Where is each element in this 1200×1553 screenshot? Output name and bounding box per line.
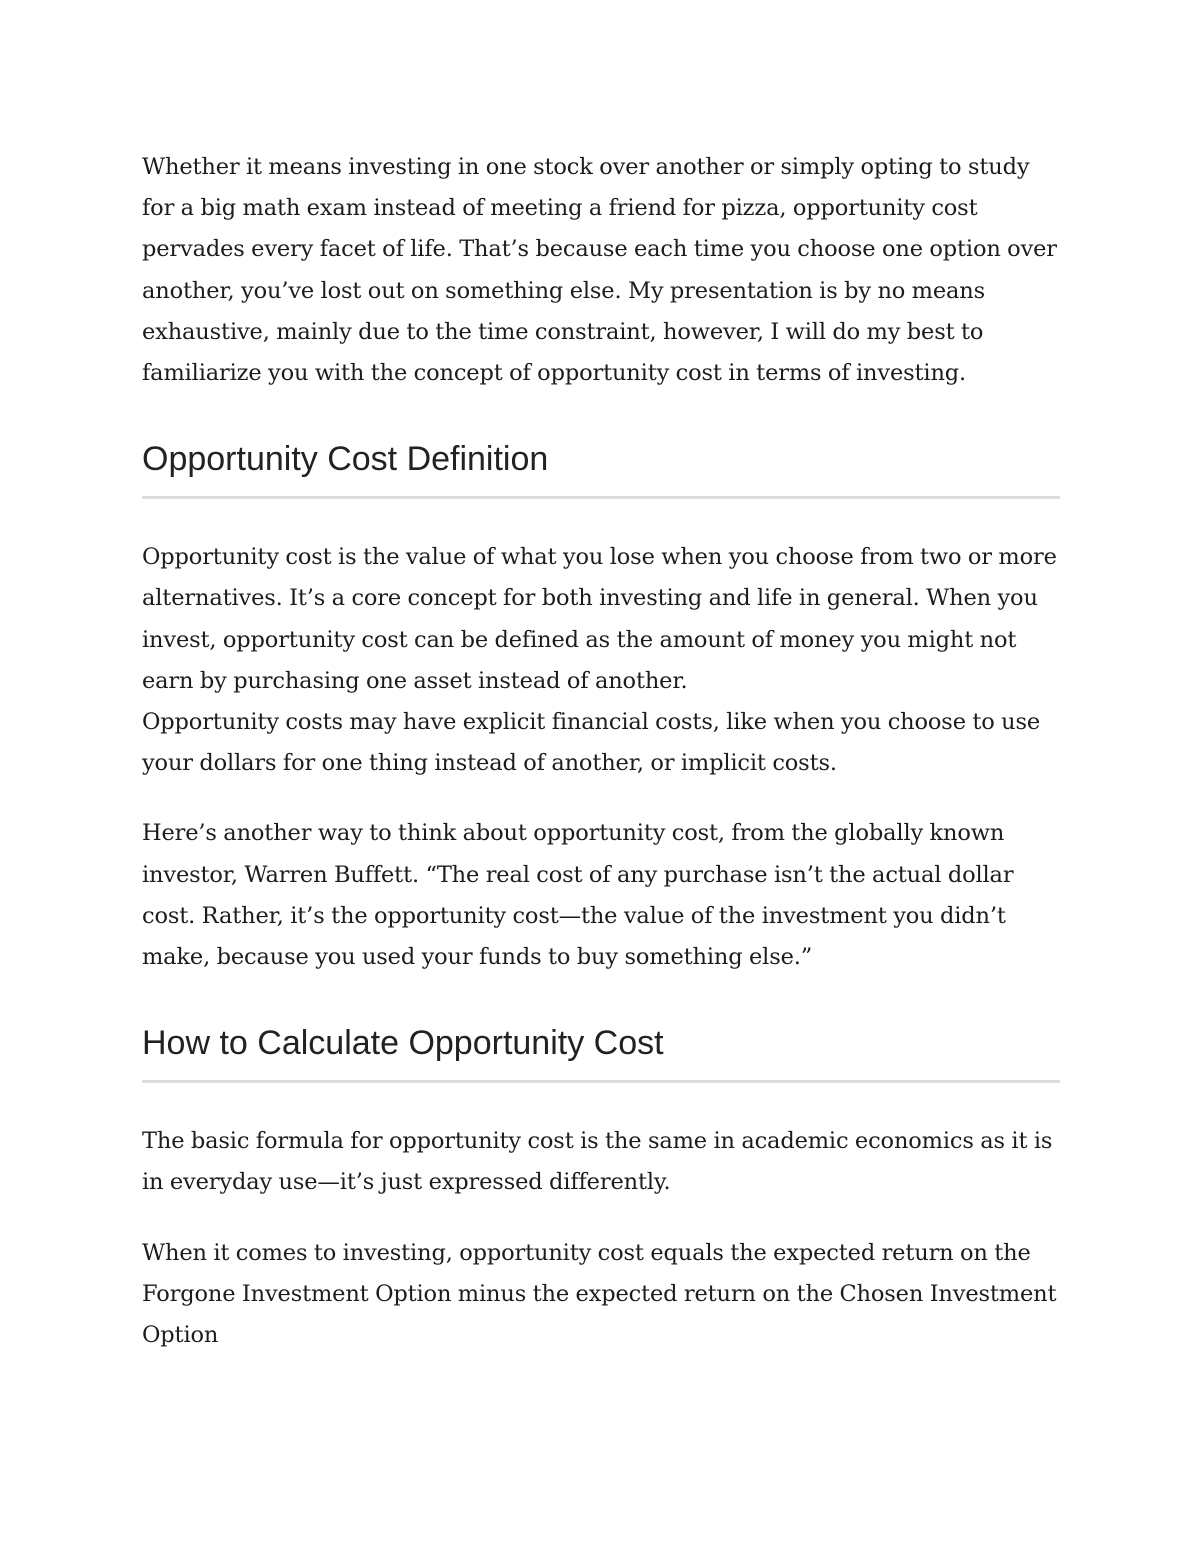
calculation-paragraph: When it comes to investing, opportunity cost equals the expected return on the Forgone Investment Option minus the expected return on the Chosen Investment Option xyxy=(142,1239,1057,1349)
definition-paragraph: Opportunity costs may have explicit financial costs, like when you choose to use your dollars for one thing instead of another, or implicit costs. xyxy=(142,709,1041,777)
section-heading-calculation: How to Calculate Opportunity Cost xyxy=(142,1024,664,1063)
section-divider xyxy=(142,1080,1060,1083)
section-heading-definition: Opportunity Cost Definition xyxy=(142,440,549,479)
section-divider xyxy=(142,496,1060,499)
document-body xyxy=(142,147,1060,1356)
calculation-paragraph: The basic formula for opportunity cost is the same in academic economics as it is in everyday use—it’s just expressed differently. xyxy=(142,1128,1053,1196)
intro-paragraph: Whether it means investing in one stock over another or simply opting to study for a big math exam instead of meeting a friend for pizza, opportunity cost pervades every facet of life. That’s because each time you choose one option over another, you’ve lost out on something else. My presentation is by no means exhaustive, mainly due to the time constraint, however, I will do my best to familiarize you with the concept of opportunity cost in terms of investing. xyxy=(142,154,1057,387)
buffett-quote-paragraph: Here’s another way to think about opportunity cost, from the globally known investor, Warren Buffett. “The real cost of any purchase isn’t the actual dollar cost. Rather, it’s the opportunity cost—the value of the investment you didn’t make, because you used your funds to buy something else.” xyxy=(142,820,1014,971)
definition-paragraph: Opportunity cost is the value of what you lose when you choose from two or more alternatives. It’s a core concept for both investing and life in general. When you invest, opportunity cost can be defined as the amount of money you might not earn by purchasing one asset instead of another. xyxy=(142,544,1057,694)
